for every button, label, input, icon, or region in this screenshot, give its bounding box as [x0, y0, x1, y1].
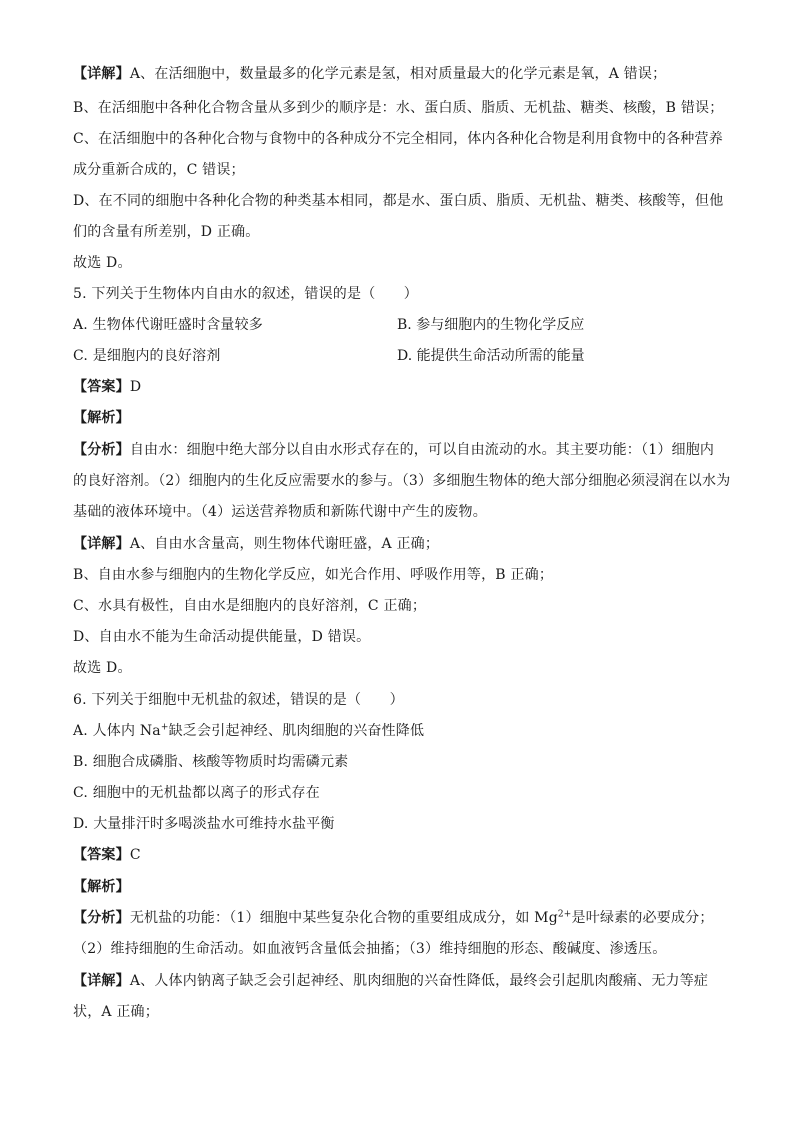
q6-detail-a2: 状，A 正确； [73, 1004, 159, 1020]
q6-analysis-1: 【分析】无机盐的功能：（1）细胞中某些复杂化合物的重要组成成分，如 $Mg^{2+}$是叶绿素的必要成分； [73, 909, 714, 926]
q5-stem: 5. 下列关于生物体内自由水的叙述，错误的是（ ） [73, 286, 419, 302]
q6-option-c: C. 细胞中的无机盐都以离子的形式存在 [73, 785, 320, 801]
q5-option-a: A. 生物体代谢旺盛时含量较多 [73, 317, 264, 333]
q6-answer: 【答案】C [73, 847, 141, 863]
q6-option-b: B. 细胞合成磷脂、核酸等物质时均需磷元素 [73, 754, 349, 770]
q6-detail-a1: 【详解】A、人体内钠离子缺乏会引起神经、肌肉细胞的兴奋性降低，最终会引起肌肉酸痛、无力等症 [73, 973, 709, 989]
q5-conclusion: 故选 D。 [73, 660, 132, 676]
q6-analysis-heading: 【解析】 [73, 879, 130, 895]
q5-analysis-1: 【分析】自由水：细胞中绝大部分以自由水形式存在的，可以自由流动的水。其主要功能：（1）细胞内 [73, 442, 715, 458]
q5-options-row1 [73, 315, 263, 335]
q5-detail-d: D、自由水不能为生命活动提供能量，D 错误。 [73, 629, 371, 645]
q5-analysis-2: 的良好溶剂。（2）细胞内的生化反应需要水的参与。（3）多细胞生物体的绝大部分细胞必须浸润在以水为 [73, 473, 731, 489]
q6-analysis-2: （2）维持细胞的生命活动。如血液钙含量低会抽搐；（3）维持细胞的形态、酸碱度、渗透压。 [73, 941, 667, 957]
q6-stem: 6. 下列关于细胞中无机盐的叙述，错误的是（ ） [73, 692, 404, 708]
q6-option-d: D. 大量排汗时多喝淡盐水可维持水盐平衡 [73, 816, 335, 832]
q4-detail-c2: 成分重新合成的，C 错误； [73, 162, 245, 178]
q5-detail-b: B、自由水参与细胞内的生物化学反应，如光合作用、呼吸作用等，B 正确； [73, 567, 554, 583]
detail-tag: 【详解】 [73, 66, 130, 82]
q4-conclusion: 故选 D。 [73, 255, 132, 271]
q5-option-b: B. 参与细胞内的生物化学反应 [397, 317, 585, 333]
q4-detail-b: B、在活细胞中各种化合物含量从多到少的顺序是：水、蛋白质、脂质、无机盐、糖类、核酸，B 错误； [73, 100, 724, 116]
q5-detail-a: 【详解】A、自由水含量高，则生物体代谢旺盛，A 正确； [73, 536, 440, 552]
q5-analysis-3: 基础的液体环境中。（4）运送营养物质和新陈代谢中产生的废物。 [73, 504, 487, 520]
q5-analysis-heading: 【解析】 [73, 410, 130, 426]
q4-detail-d1: D、在不同的细胞中各种化合物的种类基本相同，都是水、蛋白质、脂质、无机盐、糖类、核酸等，但他 [73, 193, 724, 209]
q4-detail-a: 【详解】A、在活细胞中，数量最多的化学元素是氢，相对质量最大的化学元素是氧，A 错误； [73, 66, 667, 82]
q5-answer: 【答案】D [73, 379, 142, 395]
q5-option-c: C. 是细胞内的良好溶剂 [73, 348, 221, 364]
q5-options-row2 [73, 346, 221, 366]
q5-option-d: D. 能提供生命活动所需的能量 [397, 348, 585, 364]
q4-detail-c1: C、在活细胞中的各种化合物与食物中的各种成分不完全相同，体内各种化合物是利用食物中的各种营养 [73, 131, 723, 147]
q6-option-a: A. 人体内 Na+缺乏会引起神经、肌肉细胞的兴奋性降低 [73, 722, 425, 739]
q5-detail-c: C、水具有极性，自由水是细胞内的良好溶剂，C 正确； [73, 598, 427, 614]
q4-detail-d2: 们的含量有所差别，D 正确。 [73, 224, 260, 240]
